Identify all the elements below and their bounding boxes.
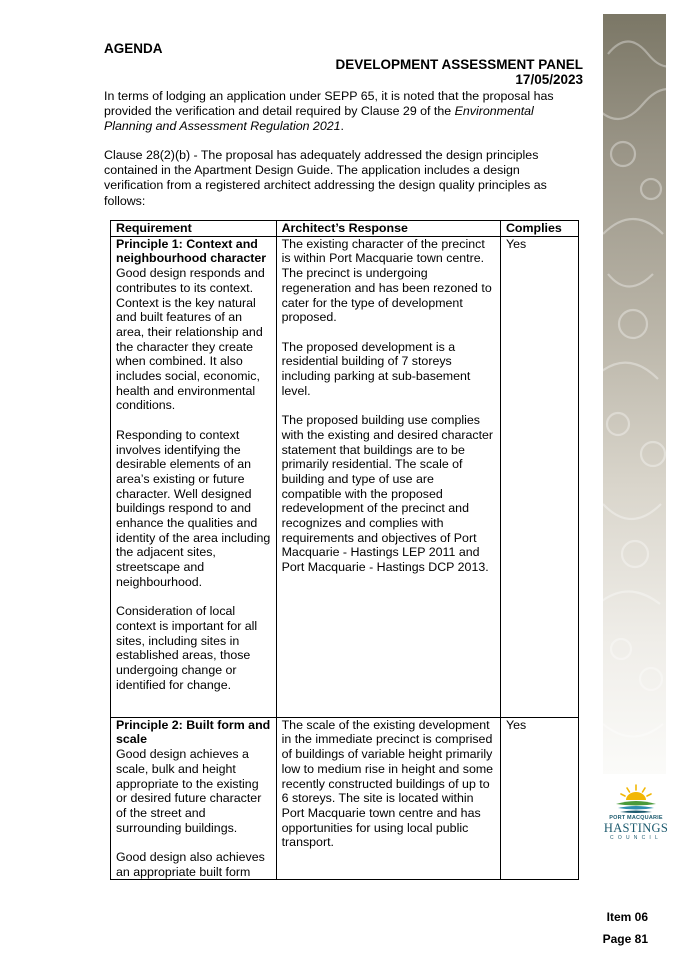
agenda-heading: AGENDA (104, 41, 163, 56)
logo-text-top: PORT MACQUARIE (609, 815, 663, 821)
principle-title: Principle 1: Context and neighbourhood character (116, 236, 267, 266)
requirement-cell (111, 236, 277, 717)
complies-cell: Yes (500, 717, 578, 880)
header-complies: Complies (500, 221, 578, 237)
response-cell (276, 236, 500, 717)
requirement-paragraph: Responding to context involves identifying the desirable elements of an area’s existing or future character. Well designed buildings respond to and enhance the qualities and identity of the area including the adjacent sites, streetscape and neighbourhood. (116, 427, 271, 589)
header-architect-response: Architect’s Response (276, 221, 500, 237)
logo-text-bottom: COUNCIL (610, 835, 662, 841)
table-row (111, 717, 579, 880)
intro-paragraph (104, 89, 580, 135)
response-paragraph: The proposed development is a residential building of 7 storeys including parking at sub-basement level. (281, 339, 471, 398)
logo-text-main: HASTINGS (603, 821, 669, 835)
meeting-date: 17/05/2023 (515, 72, 583, 87)
intro-text-start: In terms of lodging an application under SEPP 65, it is noted that the proposal has provided the verification and detail required by Clause 29 of the (104, 89, 554, 119)
requirement-paragraph: Good design also achieves an appropriate built form (116, 850, 265, 879)
response-paragraph: The existing character of the precinct is within Port Macquarie town centre. The precinct is undergoing regeneration and has been rezoned to cater for the type of development proposed. (281, 236, 492, 325)
principle-title: Principle 2: Built form and scale (116, 717, 271, 747)
response-cell (276, 717, 500, 880)
table-header-row (111, 221, 579, 237)
intro-text-end: . (340, 119, 344, 134)
pattern-swirl-icon (603, 14, 666, 774)
requirement-paragraph: Good design responds and contributes to its context. Context is the key natural and built features of an area, their relationship and the character they create when combined. It also includes social, economic, health and environmental conditions. (116, 266, 265, 413)
regulation-title: Environmental Planning and Assessment Regulation 2021 (104, 104, 534, 134)
item-number: Item 06 (606, 910, 648, 924)
clause-paragraph: Clause 28(2)(b) - The proposal has adequately addressed the design principles contained in the Apartment Design Guide. The application includes a design verification from a registered architect addressing the design quality principles as follows: (104, 148, 547, 208)
complies-cell: Yes (500, 236, 578, 717)
response-paragraph: The scale of the existing development in the immediate precinct is comprised of buildings of variable height primarily low to medium rise in height and some recently constructed buildings of up to 6 storeys. The site is located within Port Macquarie town centre and has opportunities for using local public transport. (281, 717, 494, 850)
response-paragraph: The proposed building use complies with the existing and desired character statement that buildings are to be primarily residential. The scale of building and type of use are compatible with the proposed redevelopment of the precinct and recognizes and complies with requirements and objectives of Port Macquarie - Hastings LEP 2011 and Port Macquarie - Hastings DCP 2013. (281, 413, 494, 575)
council-logo (600, 782, 672, 846)
panel-heading: DEVELOPMENT ASSESSMENT PANEL (335, 57, 583, 72)
decorative-side-strip (603, 14, 666, 774)
design-principles-table (110, 220, 579, 880)
requirement-cell (111, 717, 277, 880)
table-row (111, 236, 579, 717)
requirement-paragraph: Consideration of local context is important for all sites, including sites in established areas, those undergoing change or identified for change. (116, 604, 258, 692)
header-requirement: Requirement (111, 221, 277, 237)
requirement-paragraph: Good design achieves a scale, bulk and height appropriate to the existing or desired future character of the street and surrounding buildings. (116, 747, 262, 835)
page-number: Page 81 (602, 932, 648, 946)
council-logo-icon (614, 782, 658, 816)
